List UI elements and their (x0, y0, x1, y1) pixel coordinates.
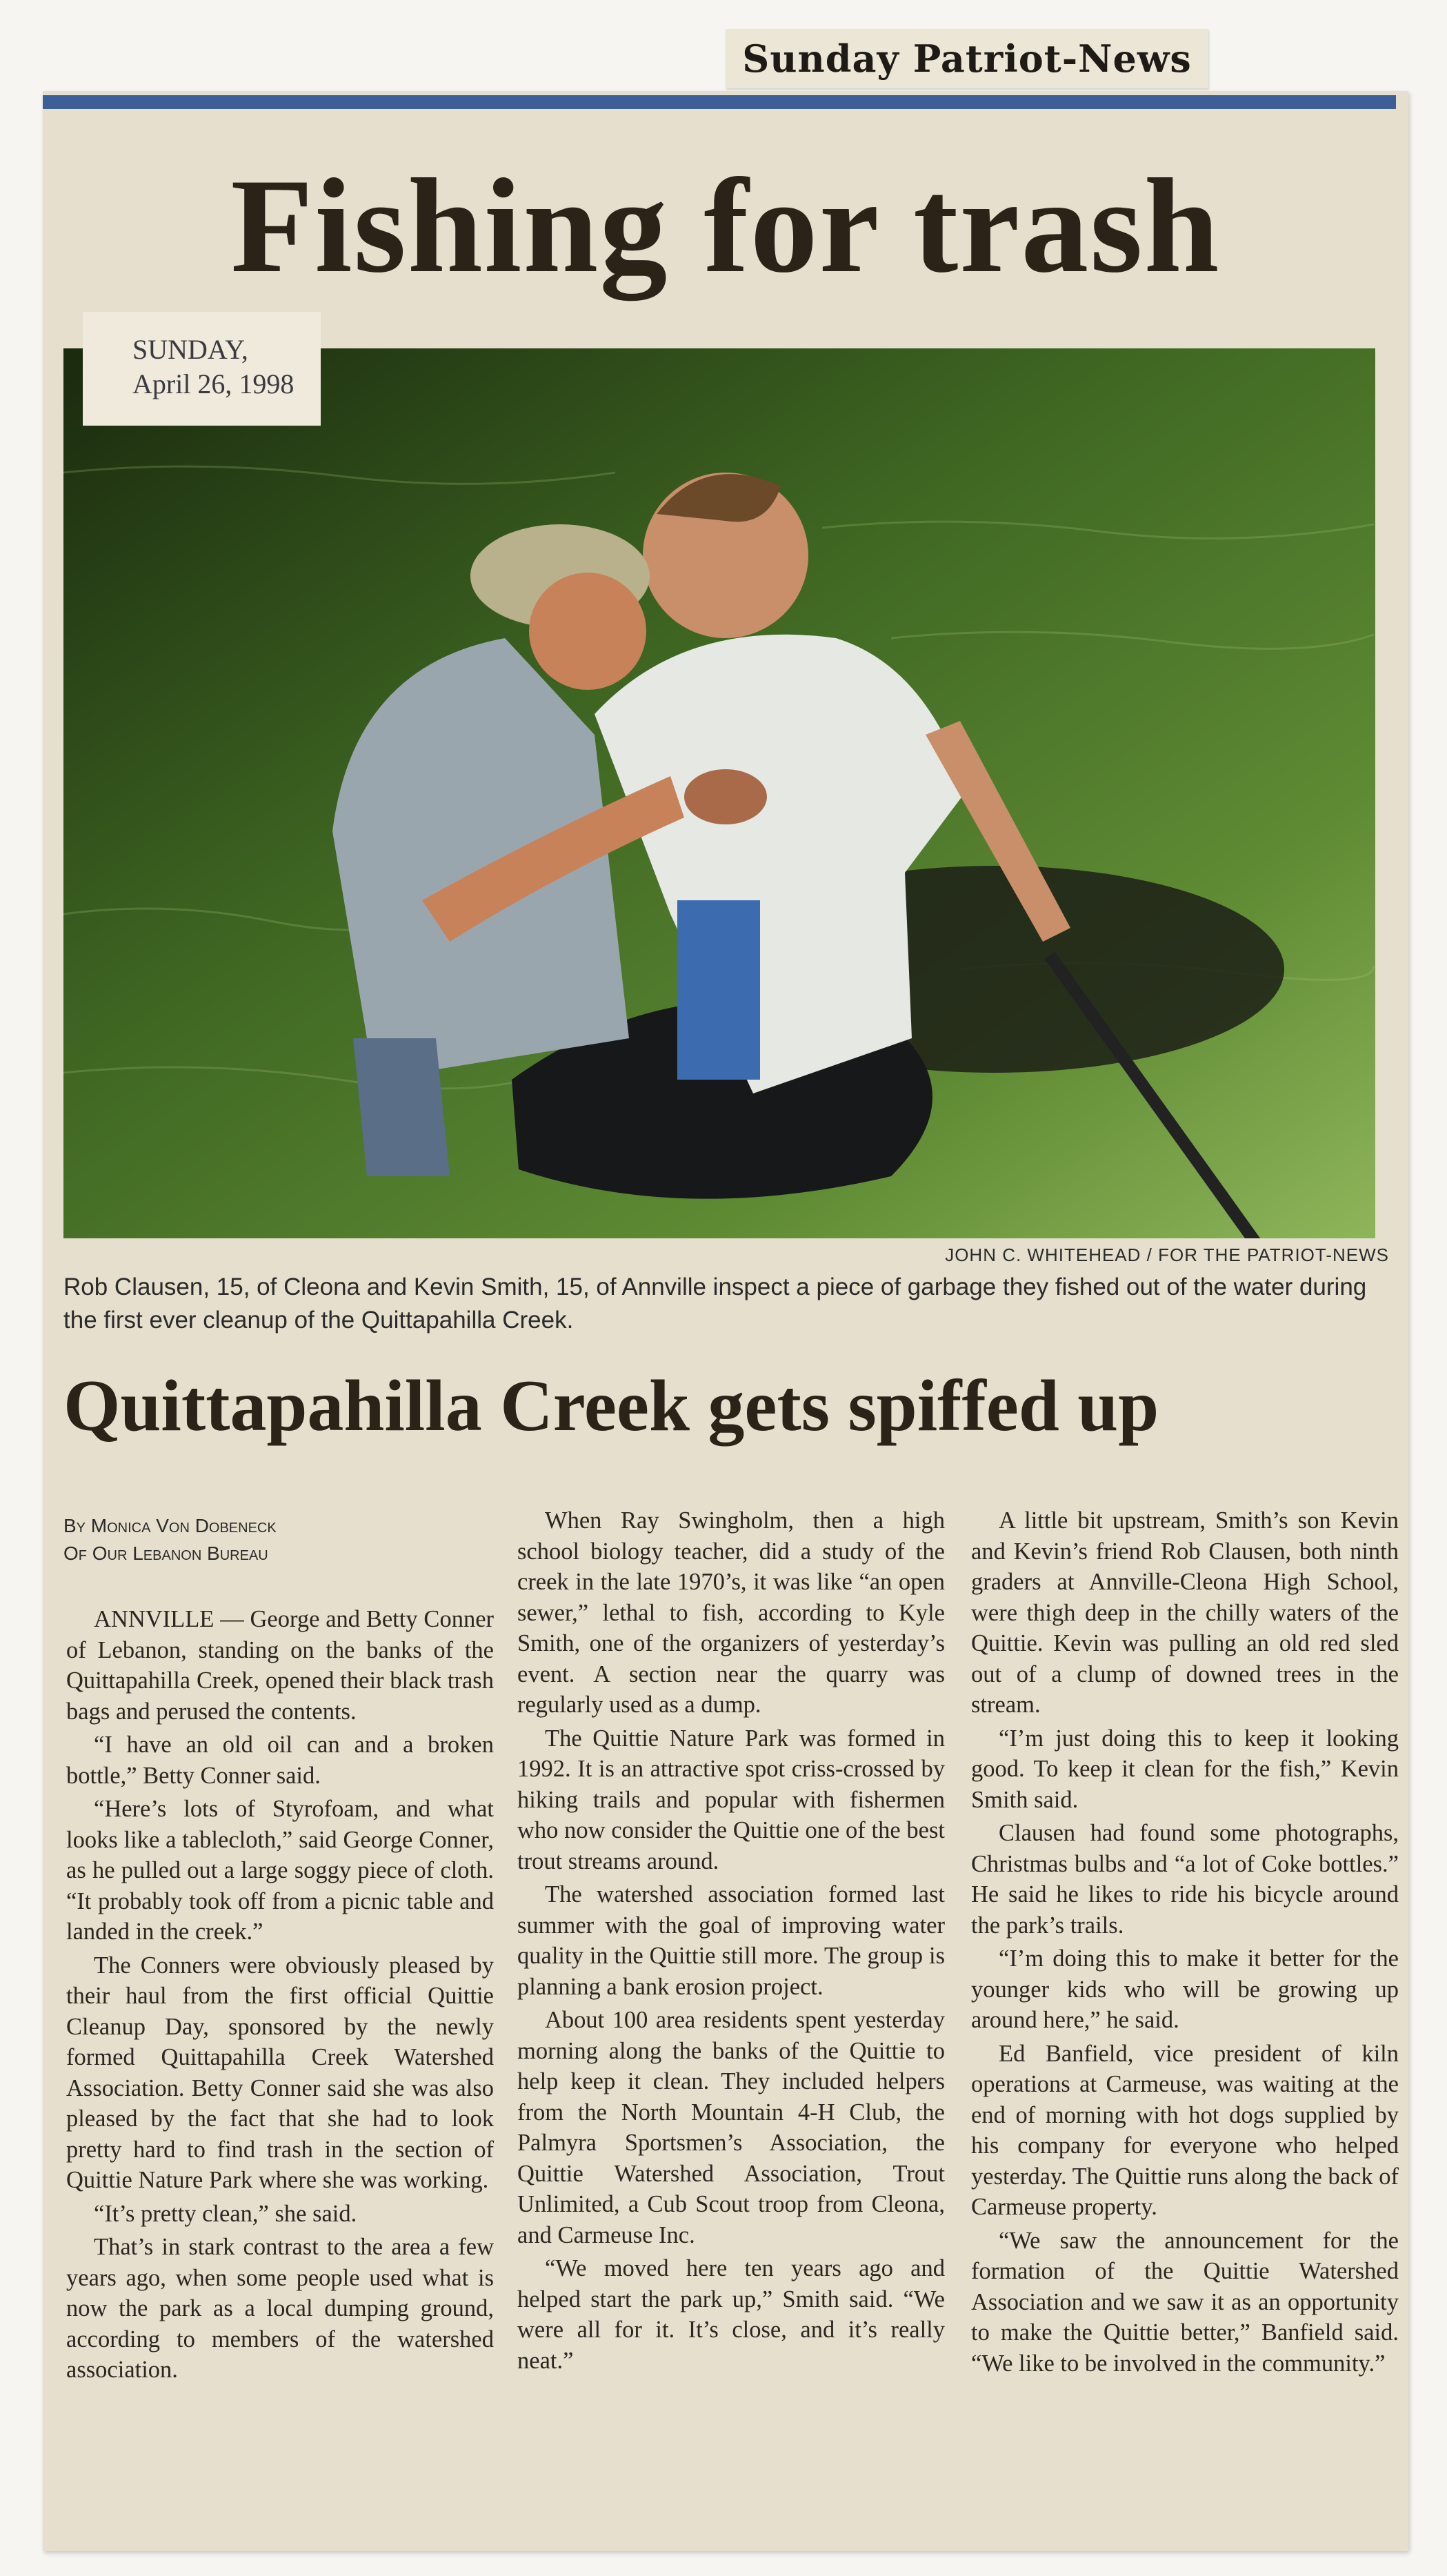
paragraph: “Here’s lots of Styrofoam, and what looks like a tablecloth,” said George Conner, as he pulled out a large soggy piece of cloth. “It probably took off from a picnic table and landed in the creek.” (66, 1796, 494, 1945)
paragraph: “I have an old oil can and a broken bottle,” Betty Conner said. (66, 1732, 494, 1789)
article-column-3 (971, 1505, 1399, 2381)
paragraph: “I’m just doing this to keep it looking good. To keep it clean for the fish,” Kevin Smith said. (971, 1725, 1399, 1813)
dateline-date: April 26, 1998 (132, 368, 295, 399)
top-rule (43, 95, 1396, 109)
dateline (83, 312, 321, 426)
paragraph: That’s in stark contrast to the area a few years ago, when some people used what is now the park as a local dumping ground, according to members of the watershed association. (66, 2234, 494, 2383)
article-column-1 (66, 1604, 494, 2388)
masthead-clipping (726, 29, 1208, 88)
paragraph: Ed Banfield, vice president of kiln operations at Carmeuse, was waiting at the end of morning with hot dogs supplied by his company for everyone who helped yesterday. The Quittie runs along the back of Carmeuse property. (971, 2040, 1399, 2220)
paragraph: “It’s pretty clean,” she said. (94, 2200, 357, 2227)
paragraph: About 100 area residents spent yesterday morning along the banks of the Quittie to help keep it clean. They included helpers from the North Mountain 4-H Club, the Palmyra Sportsmen’s Association, the Quittie Watershed Association, Trout Unlimited, a Cub Scout troop from Cleona, and Carmeuse Inc. (517, 2007, 945, 2248)
paragraph: “I’m doing this to make it better for the younger kids who will be growing up around here,” he said. (971, 1945, 1399, 2033)
paragraph: When Ray Swingholm, then a high school biology teacher, did a study of the creek in the late 1970’s, it was like “an open sewer,” lethal to fish, according to Kyle Smith, one of the organizers of yesterday’s event. A section near the quarry was regularly used as a dump. (517, 1507, 945, 1718)
subheadline: Quittapahilla Creek gets spiffed up (63, 1365, 1159, 1446)
photo-illustration (63, 348, 1375, 1238)
byline-bureau: Of Our Lebanon Bureau (63, 1543, 268, 1564)
news-photo (63, 348, 1375, 1238)
masthead-title: Sunday Patriot-News (742, 37, 1192, 81)
article-column-2 (517, 1505, 945, 2379)
paragraph: ANNVILLE — George and Betty Conner of Lebanon, standing on the banks of the Quittapahilla Creek, opened their black trash bags and perused the contents. (66, 1606, 494, 1725)
photo-caption: Rob Clausen, 15, of Cleona and Kevin Smith, 15, of Annville inspect a piece of garbage they fished out of the water during the first ever cleanup of the Quittapahilla Creek. (63, 1274, 1367, 1334)
paragraph: The Conners were obviously pleased by their haul from the first official Quittie Cleanup Day, sponsored by the newly formed Quittapahilla Creek Watershed Association. Betty Conner said she was also pleased by the fact that she had to look pretty hard to find trash in the section of Quittie Nature Park where she was working. (66, 1952, 494, 2193)
paragraph: Clausen had found some photographs, Christmas bulbs and “a lot of Coke bottles.” He said he likes to ride his bicycle around the park’s trails. (971, 1820, 1399, 1939)
paragraph: “We moved here ten years ago and helped start the park up,” Smith said. “We were all for it. It’s close, and it’s really neat.” (517, 2255, 945, 2374)
paragraph: The watershed association formed last summer with the goal of improving water quality in the Quittie still more. The group is planning a bank erosion project. (517, 1881, 945, 2000)
headline: Fishing for trash (230, 151, 1221, 301)
photo-credit: JOHN C. WHITEHEAD / FOR THE PATRIOT-NEWS (945, 1245, 1389, 1265)
dateline-day: SUNDAY, (132, 334, 248, 365)
paragraph: A little bit upstream, Smith’s son Kevin and Kevin’s friend Rob Clausen, both ninth graders at Annville-Cleona High School, were thigh deep in the chilly waters of the Quittie. Kevin was pulling an old red sled out of a clump of downed trees in the stream. (971, 1507, 1399, 1718)
byline (63, 1512, 477, 1567)
byline-author: By Monica Von Dobeneck (63, 1515, 277, 1536)
paragraph: The Quittie Nature Park was formed in 1992. It is an attractive spot criss-crossed by hiking trails and popular with fishermen who now consider the Quittie one of the best trout streams around. (517, 1725, 945, 1874)
paragraph: “We saw the announcement for the formation of the Quittie Watershed Association and we saw it as an opportunity to make the Quittie better,” Banfield said. “We like to be involved in the community.” (971, 2227, 1399, 2377)
